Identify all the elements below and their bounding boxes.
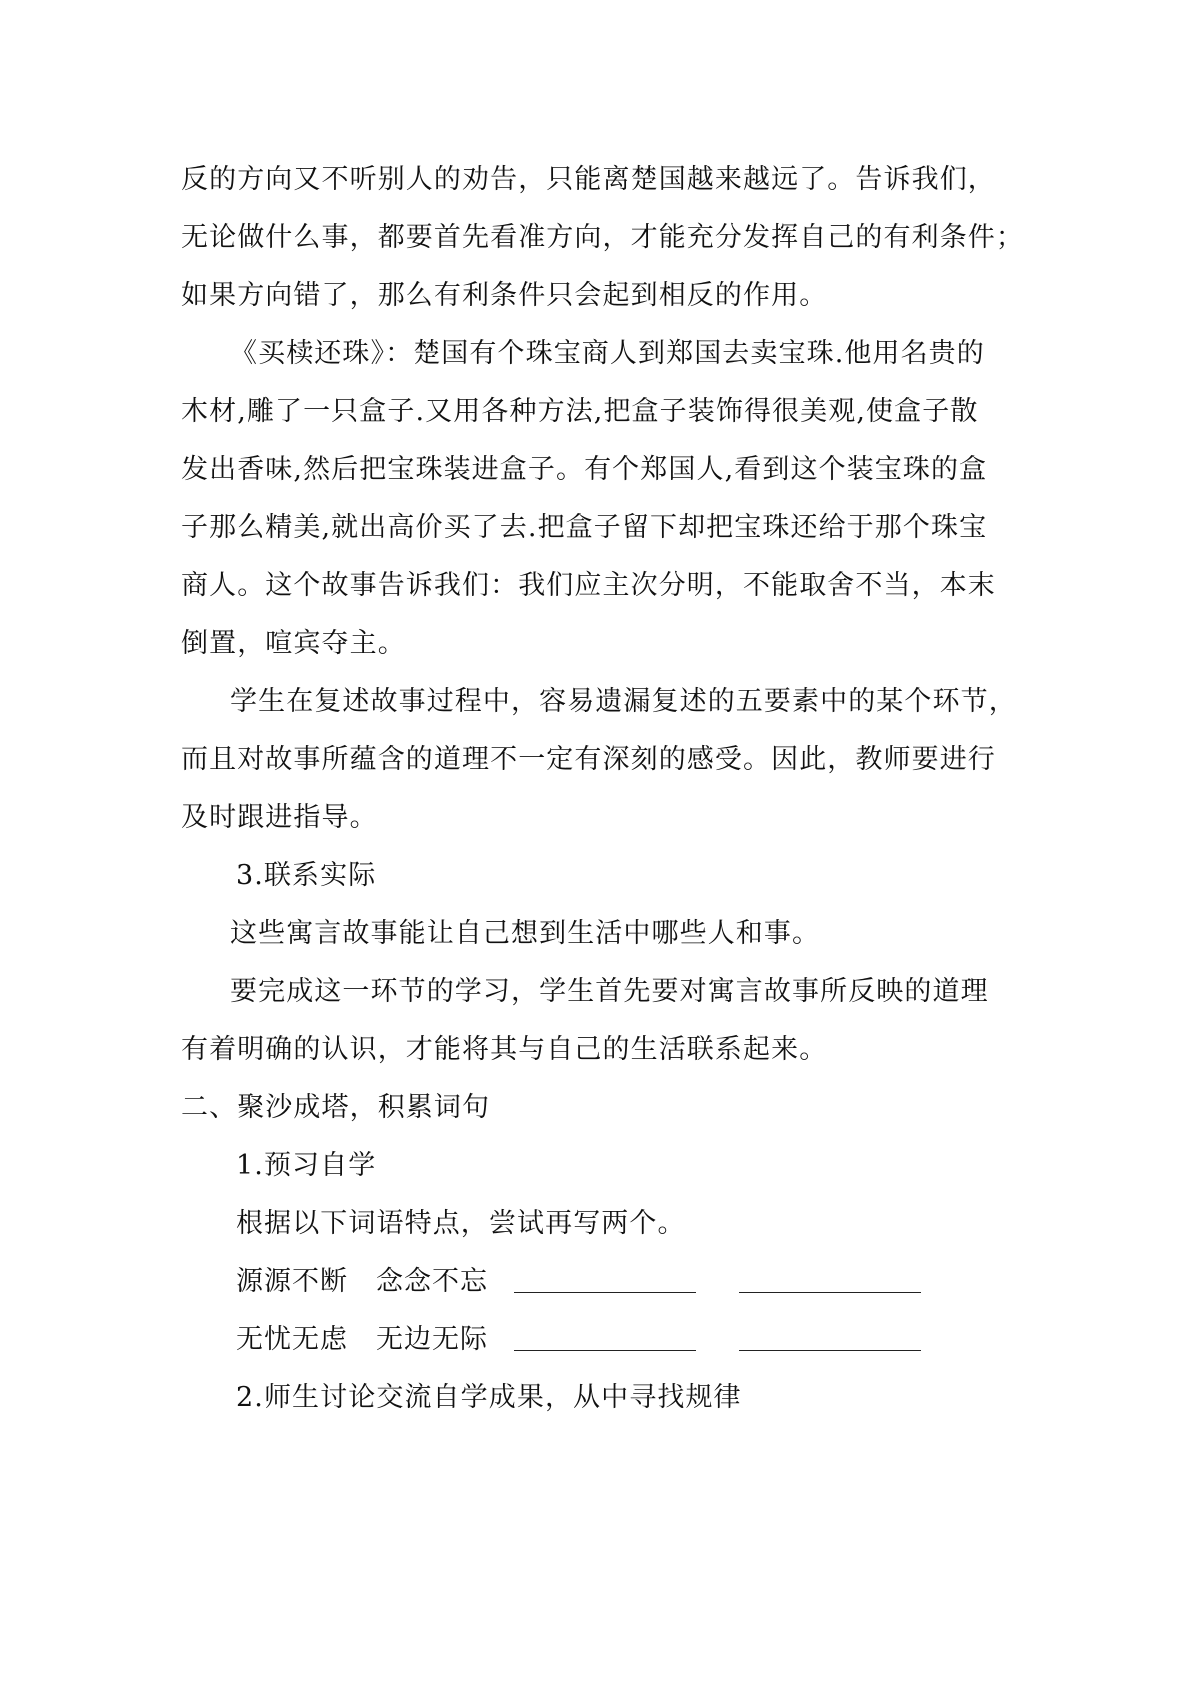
example-word: 源源不断 — [236, 1266, 348, 1297]
word-exercise-row — [236, 1264, 1016, 1300]
answer-blank[interactable] — [514, 1350, 696, 1351]
paragraph-line: 木材,雕了一只盒子.又用各种方法,把盒子装饰得很美观,使盒子散 — [181, 396, 979, 427]
example-word: 无边无际 — [376, 1324, 488, 1355]
paragraph-line: 而且对故事所蕴含的道理不一定有深刻的感受。因此，教师要进行 — [181, 744, 996, 775]
exercise-instruction: 根据以下词语特点，尝试再写两个。 — [236, 1208, 686, 1239]
answer-blank[interactable] — [739, 1350, 921, 1351]
section-heading: 二、聚沙成塔，积累词句 — [181, 1092, 491, 1123]
paragraph-line: 学生在复述故事过程中，容易遗漏复述的五要素中的某个环节， — [230, 686, 1017, 717]
subheading: 3.联系实际 — [236, 860, 377, 891]
story-title-line: 《买椟还珠》：楚国有个珠宝商人到郑国去卖宝珠.他用名贵的 — [230, 338, 985, 369]
subheading: 1.预习自学 — [236, 1150, 377, 1181]
paragraph-line: 有着明确的认识，才能将其与自己的生活联系起来。 — [181, 1034, 828, 1065]
paragraph-line: 这些寓言故事能让自己想到生活中哪些人和事。 — [230, 918, 821, 949]
example-word: 念念不忘 — [376, 1266, 488, 1297]
example-word: 无忧无虑 — [236, 1324, 348, 1355]
answer-blank[interactable] — [514, 1292, 696, 1293]
paragraph-line: 倒置，喧宾夺主。 — [181, 628, 406, 659]
paragraph-line: 反的方向又不听别人的劝告，只能离楚国越来越远了。告诉我们， — [181, 164, 996, 195]
subheading: 2.师生讨论交流自学成果，从中寻找规律 — [236, 1382, 742, 1413]
paragraph-line: 发出香味,然后把宝珠装进盒子。有个郑国人,看到这个装宝珠的盒 — [181, 454, 988, 485]
answer-blank[interactable] — [739, 1292, 921, 1293]
paragraph-line: 无论做什么事，都要首先看准方向，才能充分发挥自己的有利条件； — [181, 222, 1024, 253]
paragraph-line: 及时跟进指导。 — [181, 802, 378, 833]
paragraph-line: 子那么精美,就出高价买了去.把盒子留下却把宝珠还给于那个珠宝 — [181, 512, 988, 543]
paragraph-line: 商人。这个故事告诉我们：我们应主次分明，不能取舍不当，本末 — [181, 570, 996, 601]
word-exercise-row — [236, 1322, 1016, 1358]
paragraph-line: 要完成这一环节的学习，学生首先要对寓言故事所反映的道理 — [230, 976, 989, 1007]
paragraph-line: 如果方向错了，那么有利条件只会起到相反的作用。 — [181, 280, 828, 311]
